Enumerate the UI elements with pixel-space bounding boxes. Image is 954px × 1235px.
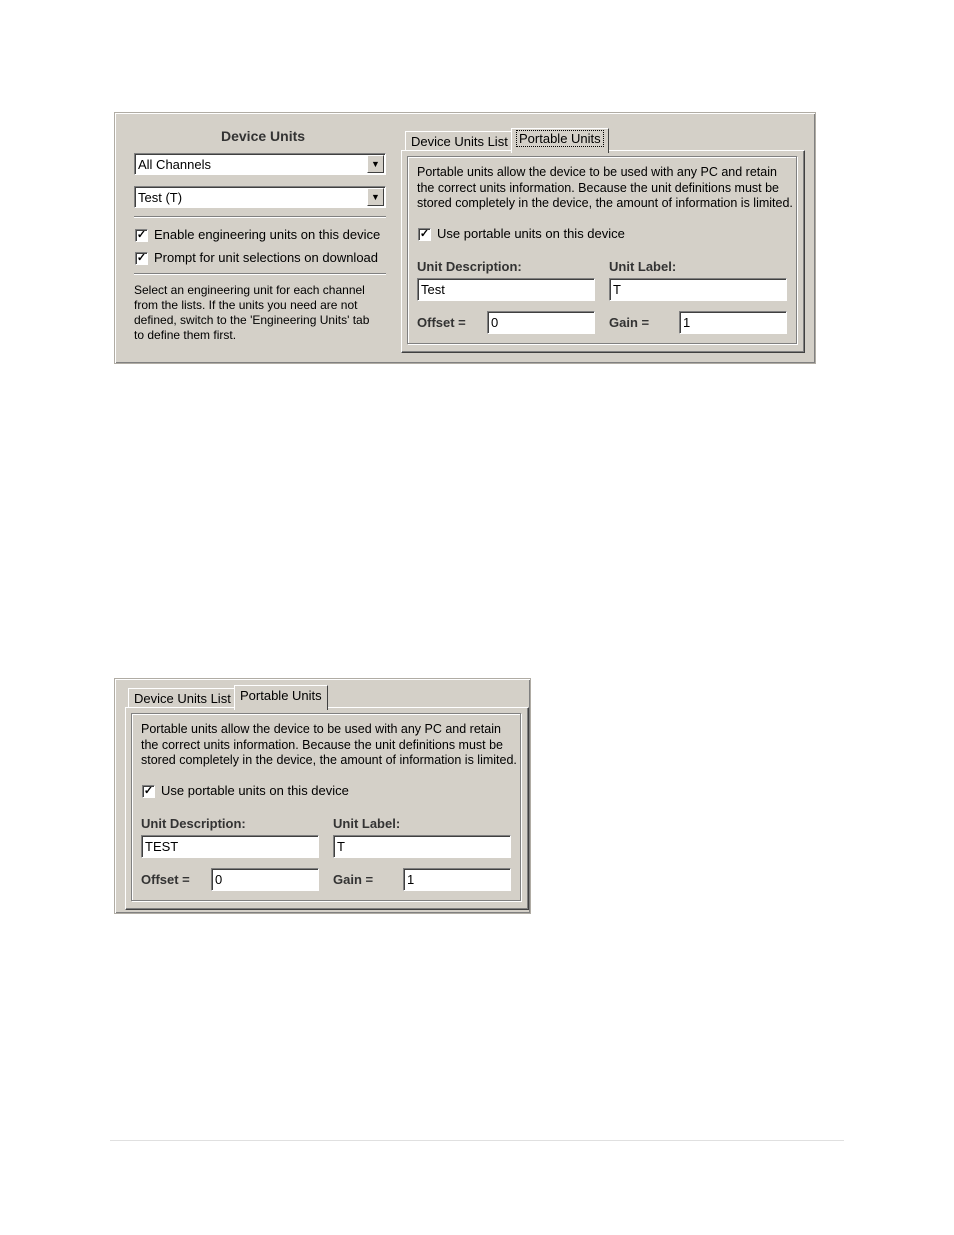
enable-units-checkbox[interactable]: [135, 229, 148, 242]
offset-field[interactable]: 0: [487, 311, 595, 334]
use-portable-label: Use portable units on this device: [437, 226, 625, 241]
offset-label: Offset =: [417, 315, 466, 330]
gain-field[interactable]: 1: [403, 868, 511, 891]
unit-label-label: Unit Label:: [333, 816, 401, 831]
gain-field[interactable]: 1: [679, 311, 787, 334]
unit-label-field[interactable]: T: [333, 835, 511, 858]
checkmark-icon: ✓: [136, 252, 147, 264]
prompt-units-label: Prompt for unit selections on download: [154, 250, 379, 265]
unit-select-value: Test (T): [138, 190, 183, 205]
tab-portable-units[interactable]: Portable Units: [234, 685, 328, 710]
portable-units-tab-page: [125, 707, 529, 910]
checkmark-icon: ✓: [419, 228, 430, 240]
checkmark-icon: ✓: [143, 785, 154, 797]
unit-label-field[interactable]: T: [609, 278, 787, 301]
tab-portable-units[interactable]: Portable Units: [511, 128, 609, 153]
use-portable-label: Use portable units on this device: [161, 783, 349, 798]
dropdown-arrow-icon[interactable]: ▼: [367, 155, 384, 173]
portable-description: Portable units allow the device to be used with any PC and retain the correct units information. Because the unit definitions must be stored completely in the device, the amount of information is limited.: [417, 165, 793, 210]
checkmark-icon: ✓: [136, 229, 147, 241]
use-portable-checkbox[interactable]: [418, 228, 431, 241]
use-portable-checkbox[interactable]: [142, 785, 155, 798]
divider: [134, 273, 386, 275]
help-text: Select an engineering unit for each channel from the lists. If the units you need are not defined, switch to the 'Engineering Units' tab to define them first.: [134, 283, 370, 342]
offset-label: Offset =: [141, 872, 190, 887]
tab-device-units-list[interactable]: Device Units List: [128, 688, 237, 708]
portable-units-panel: [114, 678, 531, 914]
channel-select[interactable]: [134, 153, 386, 175]
channel-select-value: All Channels: [138, 157, 211, 172]
unit-description-label: Unit Description:: [141, 816, 246, 831]
portable-units-tab-page: [401, 150, 805, 353]
device-units-title: Device Units: [221, 128, 306, 144]
unit-select[interactable]: [134, 186, 386, 208]
prompt-units-checkbox[interactable]: [135, 252, 148, 265]
gain-label: Gain =: [609, 315, 650, 330]
portable-description: Portable units allow the device to be used with any PC and retain the correct units information. Because the unit definitions must be stored completely in the device, the amount of information is limited.: [141, 722, 517, 767]
gain-label: Gain =: [333, 872, 374, 887]
unit-description-field[interactable]: TEST: [141, 835, 319, 858]
enable-units-label: Enable engineering units on this device: [154, 227, 381, 242]
unit-label-label: Unit Label:: [609, 259, 677, 274]
unit-description-label: Unit Description:: [417, 259, 522, 274]
tab-device-units-list[interactable]: Device Units List: [405, 131, 514, 151]
page-footer-divider: [110, 1140, 844, 1141]
unit-description-field[interactable]: Test: [417, 278, 595, 301]
device-units-panel: [114, 112, 816, 364]
offset-field[interactable]: 0: [211, 868, 319, 891]
divider: [134, 216, 386, 218]
dropdown-arrow-icon[interactable]: ▼: [367, 188, 384, 206]
